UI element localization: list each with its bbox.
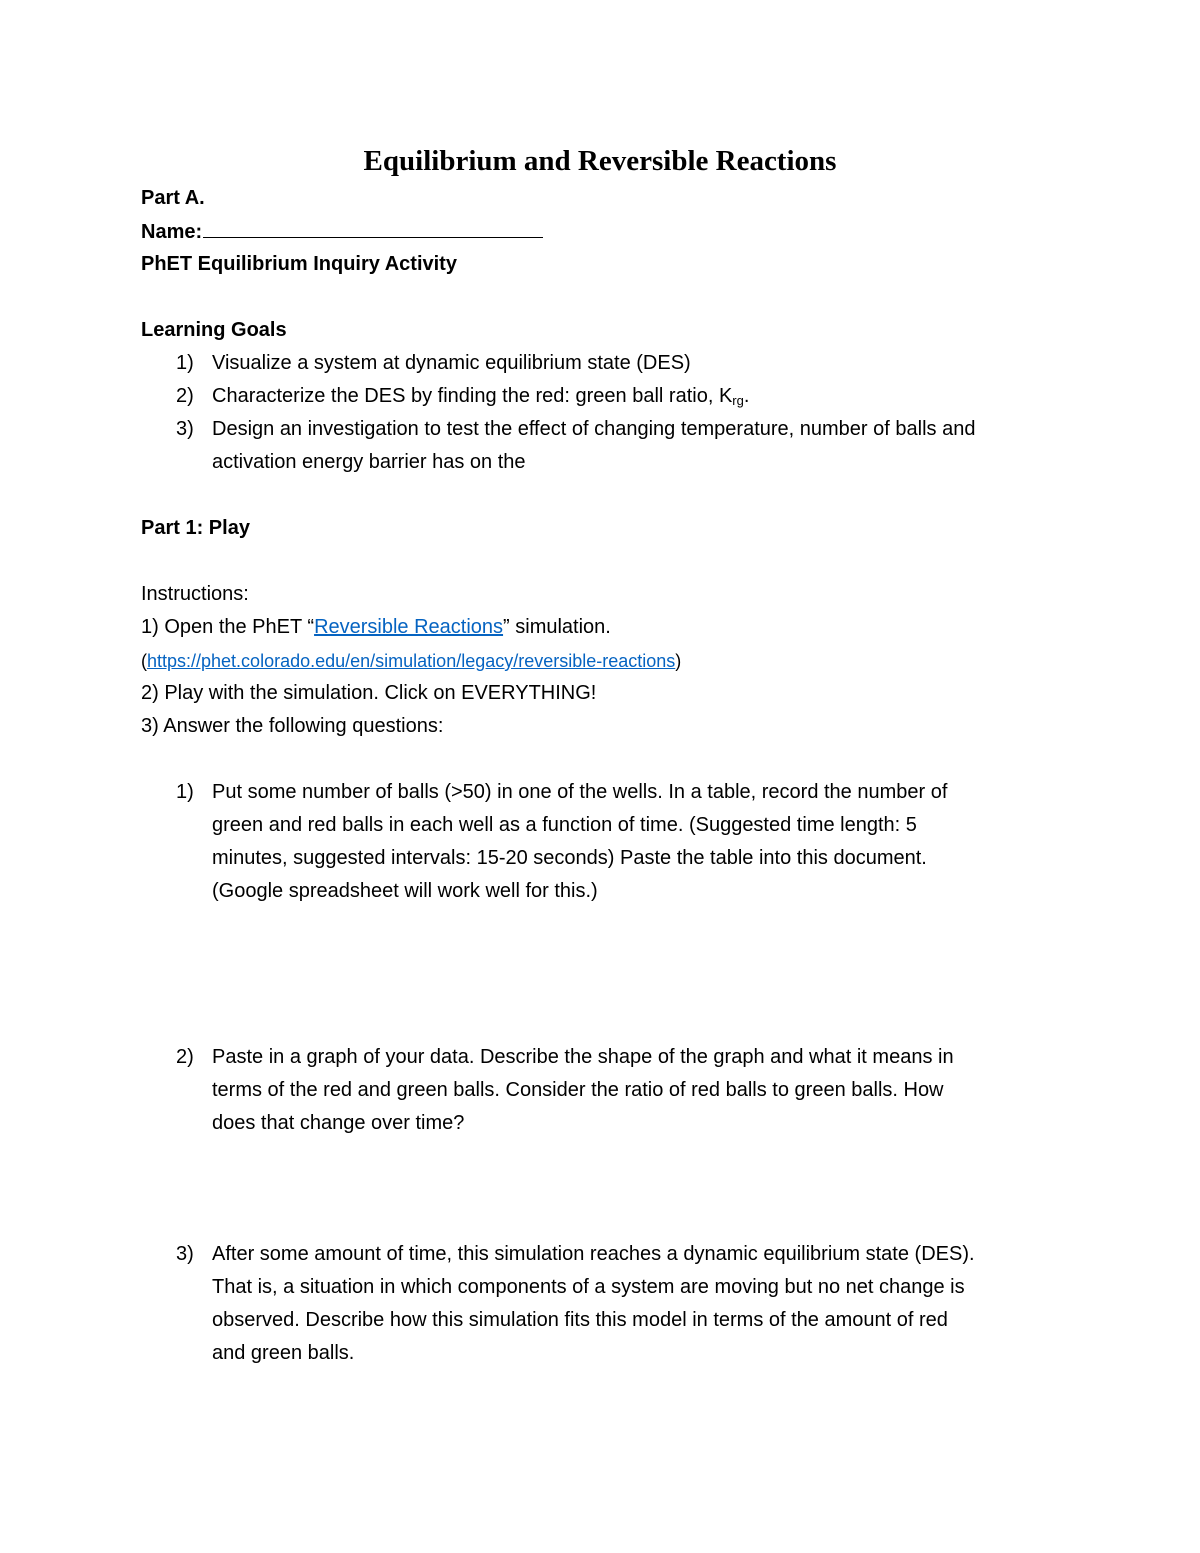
name-label: Name: [141,221,203,243]
question-1-line-2: green and red balls in each well as a function of time. (Suggested time length: 5 [212,814,917,836]
question-3-number: 3) [176,1243,194,1265]
question-3-line-2: That is, a situation in which components of a system are moving but no net change is [212,1276,965,1298]
url-open-paren: ( [141,651,147,671]
reversible-reactions-link[interactable]: Reversible Reactions [314,616,504,638]
goal-3-number: 3) [176,418,194,440]
activity-title: PhET Equilibrium Inquiry Activity [141,253,457,275]
question-2-line-2: terms of the red and green balls. Consider the ratio of red balls to green balls. How [212,1079,944,1101]
simulation-url-link[interactable]: https://phet.colorado.edu/en/simulation/legacy/reversible-reactions [147,651,676,671]
goal-2-subscript: rg [732,393,744,408]
question-1-line-1: Put some number of balls (>50) in one of the wells. In a table, record the number of [212,781,948,803]
learning-goals-heading: Learning Goals [141,319,287,341]
step-2: 2) Play with the simulation. Click on EVERYTHING! [141,682,597,704]
step-3: 3) Answer the following questions: [141,715,444,737]
goal-1-number: 1) [176,352,194,374]
part-a-label: Part A. [141,187,205,209]
question-2-number: 2) [176,1046,194,1068]
url-close-paren: ) [675,651,682,671]
question-1-line-4: (Google spreadsheet will work well for this.) [212,880,598,902]
goal-2-number: 2) [176,385,194,407]
step-1-text-after: ” simulation. [503,616,611,638]
document-title: Equilibrium and Reversible Reactions [363,145,837,177]
question-1-number: 1) [176,781,194,803]
instructions-label: Instructions: [141,583,249,605]
question-2-line-1: Paste in a graph of your data. Describe the shape of the graph and what it means in [212,1046,954,1068]
goal-1-text: Visualize a system at dynamic equilibrium state (DES) [212,352,691,374]
goal-3-line-2: activation energy barrier has on the [212,451,526,473]
goal-2-text [212,380,749,417]
goal-3-line-1: Design an investigation to test the effect of changing temperature, number of balls and [212,418,976,440]
question-2-line-3: does that change over time? [212,1112,465,1134]
simulation-url-row [141,645,681,678]
question-3-line-1: After some amount of time, this simulation reaches a dynamic equilibrium state (DES). [212,1243,975,1265]
question-3-line-4: and green balls. [212,1342,355,1364]
name-row [141,215,543,249]
part-1-heading: Part 1: Play [141,517,250,539]
name-blank-line [203,215,543,238]
goal-2-text-main: Characterize the DES by finding the red: green ball ratio, K [212,385,733,407]
question-3-line-3: observed. Describe how this simulation fits this model in terms of the amount of red [212,1309,948,1331]
step-1 [141,611,611,644]
question-1-line-3: minutes, suggested intervals: 15-20 seconds) Paste the table into this document. [212,847,927,869]
step-1-text-before: 1) Open the PhET “ [141,616,315,638]
goal-2-text-end: . [743,385,750,407]
